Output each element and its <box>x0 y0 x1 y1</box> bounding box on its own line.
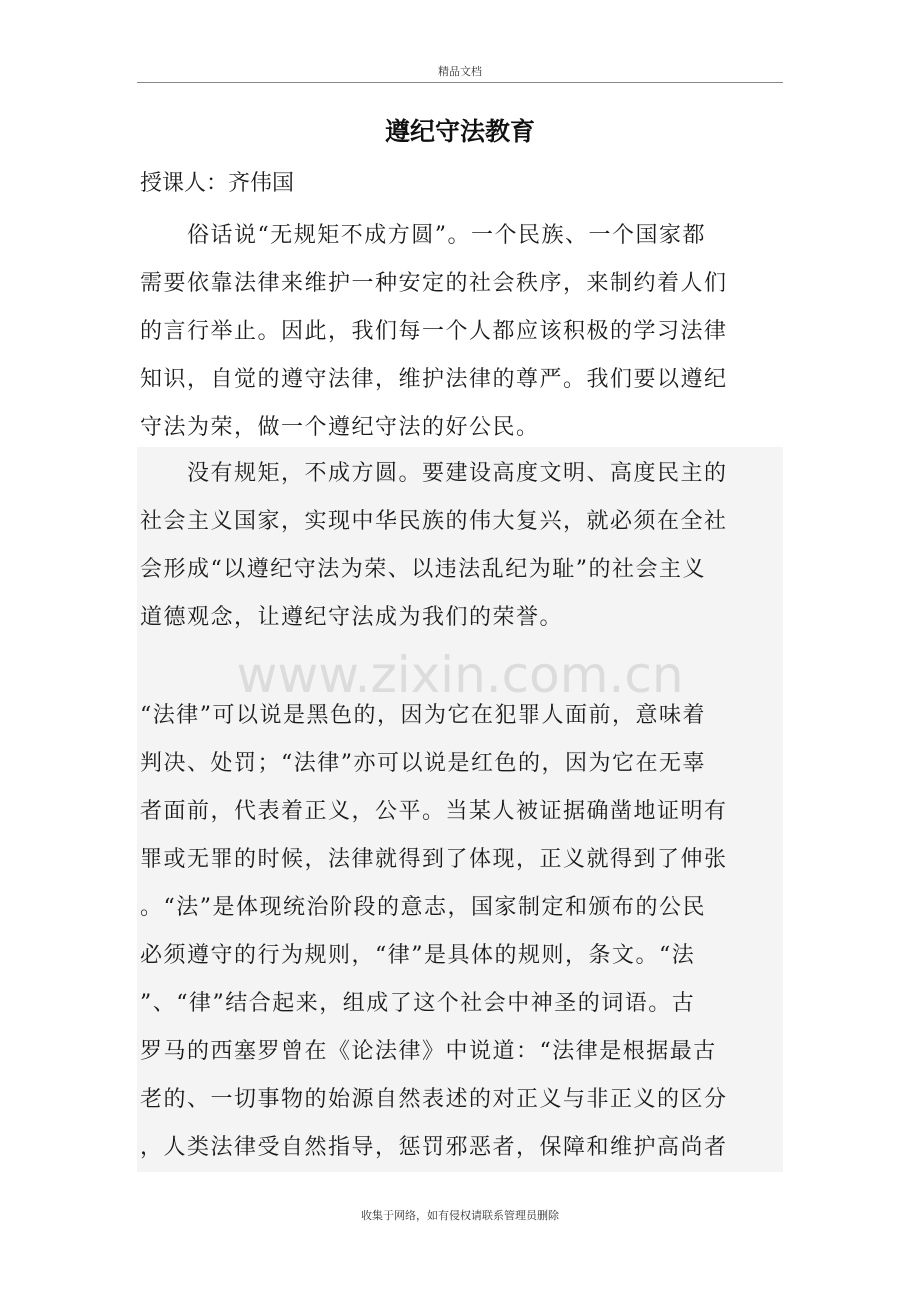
paragraph-line: “法律”可以说是黑色的，因为它在犯罪人面前，意味着 <box>140 703 706 728</box>
header-divider <box>137 82 783 83</box>
document-title: 遵纪守法教育 <box>384 117 535 146</box>
paragraph-line: 道德观念，让遵纪守法成为我们的荣誉。 <box>140 605 564 630</box>
paragraph-line: 会形成“以遵纪守法为荣、以违法乱纪为耻”的社会主义 <box>140 557 706 582</box>
paragraph-line: 的言行举止。因此，我们每一个人都应该积极的学习法律 <box>140 319 728 344</box>
paragraph-line: 罪或无罪的时候，法律就得到了体现，正义就得到了伸张 <box>140 847 728 872</box>
author-line: 授课人：齐伟国 <box>140 171 295 196</box>
paragraph-line: 守法为荣，做一个遵纪守法的好公民。 <box>140 415 540 440</box>
paragraph-line: 判决、处罚；“法律”亦可以说是红色的，因为它在无辜 <box>140 751 706 776</box>
paragraph-line: 罗马的西塞罗曾在《论法律》中说道：“法律是根据最古 <box>140 1039 717 1064</box>
paragraph-line: 没有规矩，不成方圆。要建设高度文明、高度民主的 <box>140 461 728 486</box>
page-header: 精品文档 <box>438 65 482 78</box>
paragraph-line: 需要依靠法律来维护一种安定的社会秩序，来制约着人们 <box>140 271 728 296</box>
paragraph-line: ”、“律”结合起来，组成了这个社会中神圣的词语。古 <box>140 991 696 1016</box>
paragraph-line: 。“法”是体现统治阶段的意志，国家制定和颁布的公民 <box>140 895 706 920</box>
watermark: www.zixin.com.cn <box>236 646 684 704</box>
page-footer: 收集于网络，如有侵权请联系管理员删除 <box>361 1209 559 1222</box>
paragraph-line: ，人类法律受自然指导，惩罚邪恶者，保障和维护高尚者 <box>140 1135 728 1160</box>
paragraph-3 <box>140 692 770 1172</box>
paragraph-2 <box>140 450 770 642</box>
paragraph-line: 者面前，代表着正义，公平。当某人被证据确凿地证明有 <box>140 799 728 824</box>
paragraph-line: 知识，自觉的遵守法律，维护法律的尊严。我们要以遵纪 <box>140 367 728 392</box>
paragraph-line: 社会主义国家，实现中华民族的伟大复兴，就必须在全社 <box>140 509 728 534</box>
paragraph-line: 必须遵守的行为规则，“律”是具体的规则，条文。“法 <box>140 943 696 968</box>
paragraph-1 <box>140 212 770 452</box>
paragraph-line: 老的、一切事物的始源自然表述的对正义与非正义的区分 <box>140 1087 728 1112</box>
paragraph-line: 俗话说“无规矩不成方圆”。一个民族、一个国家都 <box>140 223 706 248</box>
